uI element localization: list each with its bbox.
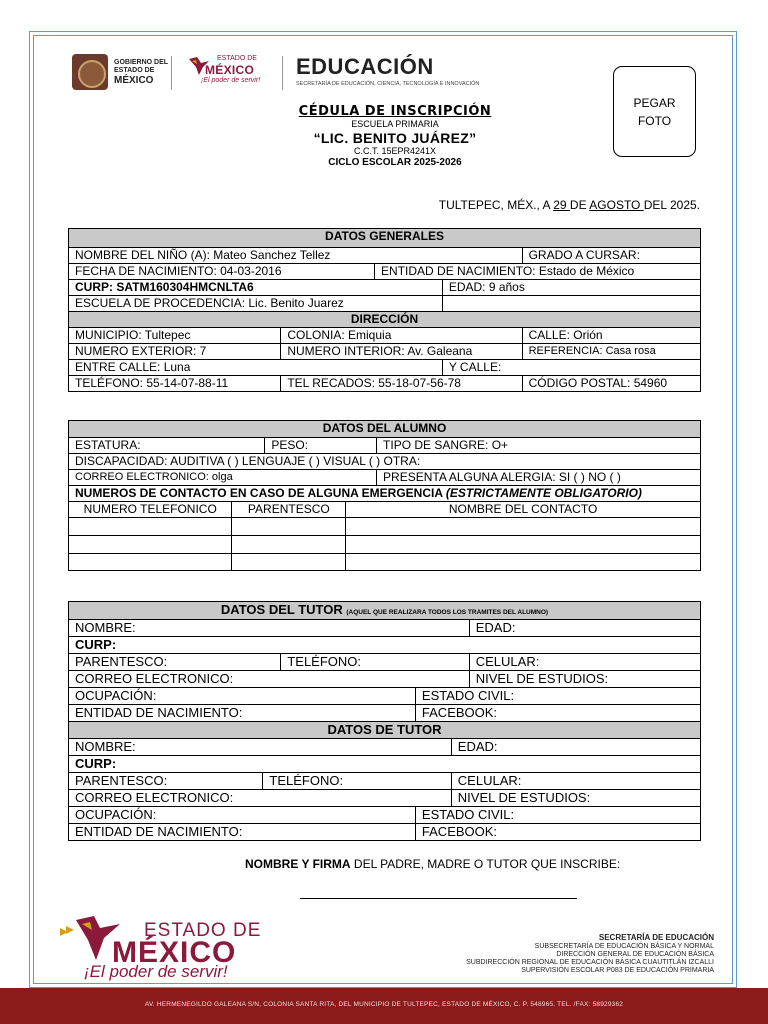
interior-number-field[interactable]: NUMERO INTERIOR: Av. Galeana bbox=[280, 344, 521, 359]
educacion-logo bbox=[296, 54, 479, 87]
tutor1-header: DATOS DEL TUTOR (AQUEL QUE REALIZARA TODOS LOS TRAMITES DEL ALUMNO) bbox=[69, 602, 700, 619]
footer-bar bbox=[0, 988, 768, 1024]
gobierno-logo bbox=[72, 54, 168, 90]
tutor2-cell-field[interactable]: CELULAR: bbox=[451, 773, 700, 789]
phone-field[interactable]: TELÉFONO: 55-14-07-88-11 bbox=[75, 376, 229, 390]
emergency-row-relationship[interactable] bbox=[231, 518, 345, 535]
gob-line-2: ESTADO DE bbox=[114, 66, 155, 74]
footer-sec-4: SUPERVISIÓN ESCOLAR P083 DE EDUCACIÓN PRIMARIA bbox=[521, 967, 714, 974]
school-cct: C.C.T. 15EPR4241X bbox=[353, 146, 437, 156]
footer-secretaria bbox=[466, 933, 714, 975]
form-title: CÉDULA DE INSCRIPCIÓN bbox=[298, 104, 492, 119]
between-street-field[interactable]: ENTRE CALLE: Luna bbox=[75, 360, 191, 374]
tutor-data-table bbox=[68, 601, 701, 841]
birth-date-field[interactable]: FECHA DE NACIMIENTO: 04-03-2016 bbox=[75, 264, 282, 278]
logo-divider bbox=[171, 56, 172, 90]
emergency-row-name[interactable] bbox=[345, 518, 700, 535]
tutor2-email-field[interactable]: CORREO ELECTRONICO: bbox=[75, 790, 234, 805]
footer-mexico: MÉXICO bbox=[112, 936, 237, 969]
emergency-contacts-label: NUMEROS DE CONTACTO EN CASO DE ALGUNA EMERGENCIA (ESTRICTAMENTE OBLIGATORIO) bbox=[75, 486, 642, 500]
blood-type-field[interactable]: TIPO DE SANGRE: O+ bbox=[376, 438, 700, 453]
exterior-number-field[interactable]: NUMERO EXTERIOR: 7 bbox=[75, 344, 207, 358]
photo-line-1: PEGAR bbox=[633, 95, 676, 110]
tutor2-curp-field[interactable]: CURP: bbox=[75, 756, 117, 771]
signature-label: NOMBRE Y FIRMA DEL PADRE, MADRE O TUTOR QUE INSCRIBE: bbox=[245, 857, 621, 871]
edomex-estado: ESTADO DE bbox=[217, 55, 257, 62]
educacion-title: EDUCACIÓN bbox=[296, 54, 434, 79]
tutor2-education-field[interactable]: NIVEL DE ESTUDIOS: bbox=[451, 790, 700, 806]
educacion-subtitle: SECRETARÍA DE EDUCACIÓN, CIENCIA, TECNOLOGÍA E INNOVACIÓN bbox=[296, 81, 480, 87]
date-month: AGOSTO bbox=[589, 198, 644, 212]
tutor2-occupation-field[interactable]: OCUPACIÓN: bbox=[75, 807, 157, 822]
tutor2-phone-field[interactable]: TELÉFONO: bbox=[262, 773, 450, 789]
date-de: DE bbox=[569, 198, 590, 212]
emergency-row-phone[interactable] bbox=[69, 518, 231, 535]
edomex-slogan: ¡El poder de servir! bbox=[201, 77, 261, 84]
emergency-row-relationship[interactable] bbox=[231, 536, 345, 553]
previous-school-field[interactable]: ESCUELA DE PROCEDENCIA: Lic. Benito Juarez bbox=[75, 296, 344, 310]
place-date bbox=[439, 198, 700, 212]
date-day: 29 bbox=[553, 198, 570, 212]
tutor1-occupation-field[interactable]: OCUPACIÓN: bbox=[75, 688, 157, 703]
tutor1-civil-status-field[interactable]: ESTADO CIVIL: bbox=[415, 688, 700, 704]
curp-field[interactable]: CURP: SATM160304HMCNLTA6 bbox=[75, 280, 254, 294]
allergy-field[interactable]: PRESENTA ALGUNA ALERGIA: SI ( ) NO ( ) bbox=[376, 470, 700, 485]
tutor1-age-field[interactable]: EDAD: bbox=[469, 620, 700, 636]
tutor2-relationship-field[interactable]: PARENTESCO: bbox=[75, 773, 168, 788]
tutor2-header: DATOS DE TUTOR bbox=[69, 722, 700, 738]
reference-field[interactable]: REFERENCIA: Casa rosa bbox=[522, 344, 700, 359]
neighborhood-field[interactable]: COLONIA: Emiquia bbox=[280, 328, 521, 343]
date-year: DEL 2025. bbox=[643, 198, 700, 212]
tutor1-email-field[interactable]: CORREO ELECTRONICO: bbox=[75, 671, 234, 686]
tutor2-name-field[interactable]: NOMBRE: bbox=[75, 739, 136, 754]
col-relationship: PARENTESCO bbox=[231, 502, 345, 517]
photo-placeholder bbox=[613, 66, 696, 157]
tutor1-phone-field[interactable]: TELÉFONO: bbox=[280, 654, 468, 670]
and-street-field[interactable]: Y CALLE: bbox=[442, 360, 700, 375]
tutor1-facebook-field[interactable]: FACEBOOK: bbox=[415, 705, 700, 721]
form-title-block bbox=[270, 104, 520, 169]
birth-entity-field[interactable]: ENTIDAD DE NACIMIENTO: Estado de México bbox=[374, 264, 700, 279]
disability-field[interactable]: DISCAPACIDAD: AUDITIVA ( ) LENGUAJE ( ) VISUAL ( ) OTRA: bbox=[75, 454, 421, 468]
student-data-table bbox=[68, 420, 701, 571]
emergency-row-name[interactable] bbox=[345, 554, 700, 570]
school-cycle: CICLO ESCOLAR 2025-2026 bbox=[328, 157, 462, 168]
school-name: “LIC. BENITO JUÁREZ” bbox=[313, 130, 477, 146]
tutor1-relationship-field[interactable]: PARENTESCO: bbox=[75, 654, 168, 669]
age-field[interactable]: EDAD: 9 años bbox=[442, 280, 700, 295]
child-name-field[interactable]: NOMBRE DEL NIÑO (A): Mateo Sanchez Tellez bbox=[75, 248, 331, 262]
col-phone-number: NUMERO TELEFONICO bbox=[83, 502, 217, 516]
student-header: DATOS DEL ALUMNO bbox=[69, 421, 700, 437]
municipality-field[interactable]: MUNICIPIO: Tultepec bbox=[75, 328, 191, 342]
grade-field[interactable]: GRADO A CURSAR: bbox=[522, 248, 700, 263]
emergency-row-phone[interactable] bbox=[69, 536, 231, 553]
tutor1-cell-field[interactable]: CELULAR: bbox=[469, 654, 700, 670]
message-phone-field[interactable]: TEL RECADOS: 55-18-07-56-78 bbox=[280, 376, 521, 391]
tutor2-birth-entity-field[interactable]: ENTIDAD DE NACIMIENTO: bbox=[75, 824, 243, 839]
tutor1-header-note: (AQUEL QUE REALIZARA TODOS LOS TRAMITES DEL ALUMNO) bbox=[346, 609, 549, 616]
address-header: DIRECCIÓN bbox=[69, 312, 700, 327]
signature-line[interactable] bbox=[300, 898, 577, 899]
footer-sec-2: DIRECCIÓN GENERAL DE EDUCACIÓN BÁSICA bbox=[556, 951, 714, 958]
col-contact-name: NOMBRE DEL CONTACTO bbox=[345, 502, 700, 517]
student-email-field[interactable]: CORREO ELECTRONICO: olga bbox=[75, 471, 233, 483]
tutor2-civil-status-field[interactable]: ESTADO CIVIL: bbox=[415, 807, 700, 823]
height-field[interactable]: ESTATURA: bbox=[75, 438, 141, 452]
photo-line-2: FOTO bbox=[637, 113, 672, 128]
edomex-mexico: MÉXICO bbox=[205, 63, 255, 77]
tutor2-facebook-field[interactable]: FACEBOOK: bbox=[415, 824, 700, 840]
logo-divider-2 bbox=[282, 56, 283, 90]
footer-slogan: ¡El poder de servir! bbox=[84, 962, 228, 981]
gob-line-1: GOBIERNO DEL bbox=[114, 58, 169, 66]
general-data-table bbox=[68, 228, 701, 392]
footer-sec-1: SUBSECRETARÍA DE EDUCACIÓN BÁSICA Y NORMAL bbox=[534, 943, 714, 950]
gob-line-3: MÉXICO bbox=[114, 74, 154, 86]
tutor1-birth-entity-field[interactable]: ENTIDAD DE NACIMIENTO: bbox=[75, 705, 243, 720]
emergency-row-name[interactable] bbox=[345, 536, 700, 553]
tutor1-curp-field[interactable]: CURP: bbox=[75, 637, 117, 652]
weight-field[interactable]: PESO: bbox=[264, 438, 376, 453]
footer-sec-title: SECRETARÍA DE EDUCACIÓN bbox=[598, 933, 714, 942]
footer-edomex-logo bbox=[40, 912, 290, 984]
footer-address: AV. HERMENEGILDO GALEANA S/N, COLONIA SANTA RITA, DEL MUNICIPIO DE TULTEPEC, ESTADO DE MÉXICO, C. P. 548965. TEL. /FAX: 58929362 bbox=[144, 1001, 624, 1008]
general-header: DATOS GENERALES bbox=[69, 229, 700, 247]
state-seal-icon bbox=[72, 54, 108, 90]
school-level: ESCUELA PRIMARIA bbox=[351, 119, 439, 129]
postal-code-field[interactable]: CÓDIGO POSTAL: 54960 bbox=[522, 376, 700, 391]
place-prefix: TULTEPEC, MÉX., A bbox=[438, 198, 554, 212]
footer-estado: ESTADO DE bbox=[144, 920, 262, 941]
emergency-row-phone[interactable] bbox=[69, 554, 231, 570]
tutor1-education-field[interactable]: NIVEL DE ESTUDIOS: bbox=[469, 671, 700, 687]
emergency-row-relationship[interactable] bbox=[231, 554, 345, 570]
footer-sec-3: SUBDIRECCIÓN REGIONAL DE EDUCACIÓN BÁSICA CUAUTITLÁN IZCALLI bbox=[466, 959, 714, 966]
tutor1-name-field[interactable]: NOMBRE: bbox=[75, 620, 136, 635]
street-field[interactable]: CALLE: Orión bbox=[522, 328, 700, 343]
tutor2-age-field[interactable]: EDAD: bbox=[451, 739, 700, 755]
